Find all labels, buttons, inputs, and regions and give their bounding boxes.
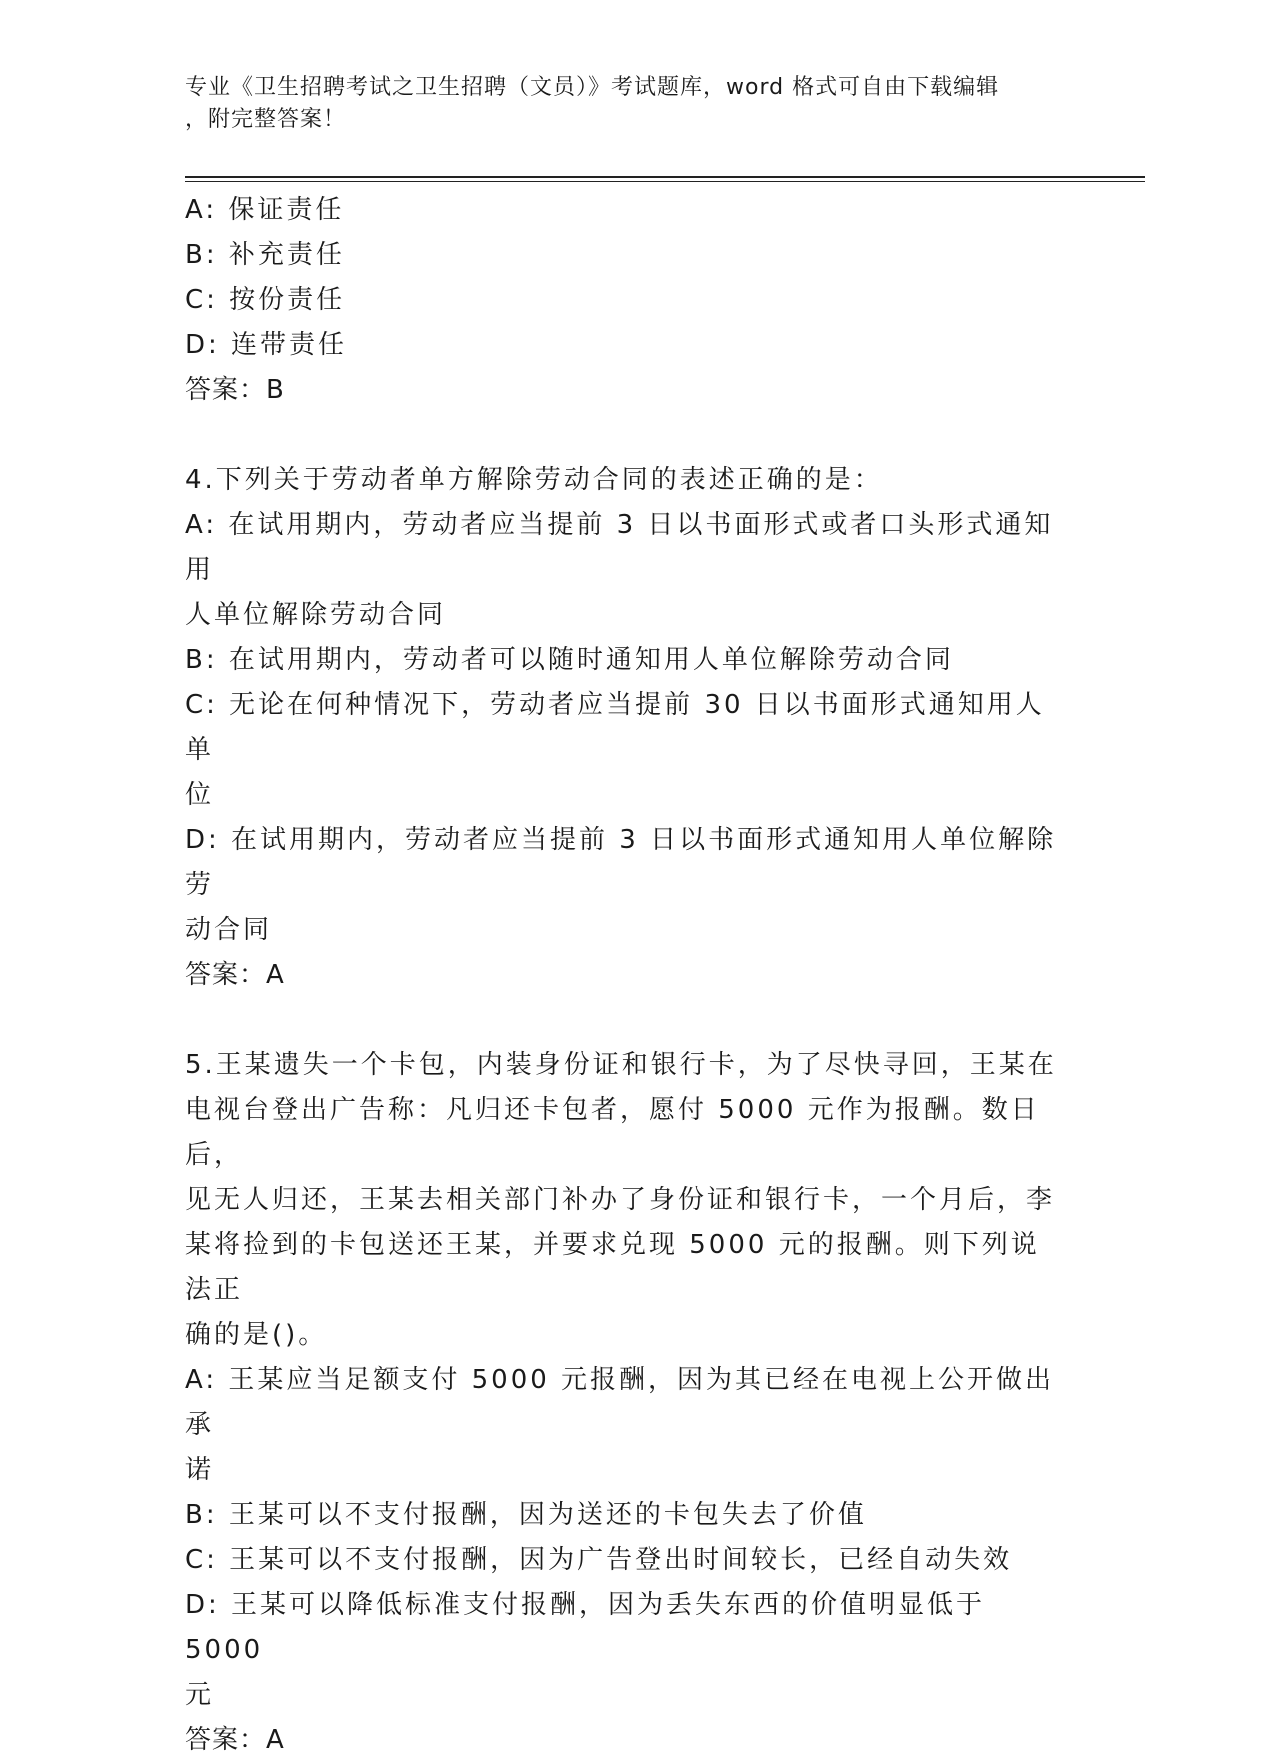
q4-option-d-line-1: D: 在试用期内，劳动者应当提前 3 日以书面形式通知用人单位解除劳 [185,825,1057,900]
q4-stem: 4.下列关于劳动者单方解除劳动合同的表述正确的是： [185,465,883,495]
header-divider-thick [185,176,1145,178]
q5-stem-line-1: 5.王某遗失一个卡包，内装身份证和银行卡，为了尽快寻回，王某在 [185,1050,1057,1080]
q5-option-a-line-1: A: 王某应当足额支付 5000 元报酬，因为其已经在电视上公开做出承 [185,1365,1055,1440]
q5-option-b: B: 王某可以不支付报酬，因为送还的卡包失去了价值 [185,1500,867,1530]
q3-option-d: D: 连带责任 [185,330,348,360]
q5-option-d-line-1: D: 王某可以降低标准支付报酬，因为丢失东西的价值明显低于 5000 [185,1590,986,1665]
q3-option-c: C: 按份责任 [185,285,346,315]
q3-option-a: A: 保证责任 [185,195,345,225]
q4-option-a-line-1: A: 在试用期内，劳动者应当提前 3 日以书面形式或者口头形式通知用 [185,510,1054,585]
q5-stem-line-3: 见无人归还，王某去相关部门补办了身份证和银行卡，一个月后，李 [185,1185,1056,1215]
q4-option-a-line-2: 人单位解除劳动合同 [185,600,447,630]
question-3 [185,188,1065,413]
question-5 [185,1043,1065,1763]
header-divider-thin [185,181,1145,182]
q4-option-c-line-2: 位 [185,780,215,810]
q5-answer: 答案：A [185,1725,285,1755]
q5-stem-line-5: 确的是()。 [185,1320,328,1350]
q3-answer: 答案：B [185,375,285,405]
q3-option-b: B: 补充责任 [185,240,345,270]
q5-option-d-line-2: 元 [185,1680,215,1710]
question-list [185,188,1065,1763]
header-title-line-1: 专业《卫生招聘考试之卫生招聘（文员）》考试题库，word 格式可自由下载编辑 [185,75,1000,100]
q5-option-a-line-2: 诺 [185,1455,215,1485]
q4-option-b: B: 在试用期内，劳动者可以随时通知用人单位解除劳动合同 [185,645,954,675]
q4-option-c-line-1: C: 无论在何种情况下，劳动者应当提前 30 日以书面形式通知用人单 [185,690,1045,765]
document-header [185,72,1065,136]
header-title-line-2: ，附完整答案！ [185,107,347,132]
spacer [185,413,1065,458]
spacer [185,998,1065,1043]
q5-stem-line-2: 电视台登出广告称：凡归还卡包者，愿付 5000 元作为报酬。数日后， [185,1095,1040,1170]
q5-stem-line-4: 某将捡到的卡包送还王某，并要求兑现 5000 元的报酬。则下列说法正 [185,1230,1040,1305]
q5-option-c: C: 王某可以不支付报酬，因为广告登出时间较长，已经自动失效 [185,1545,1013,1575]
question-4 [185,458,1065,998]
q4-answer: 答案：A [185,960,285,990]
q4-option-d-line-2: 动合同 [185,915,273,945]
